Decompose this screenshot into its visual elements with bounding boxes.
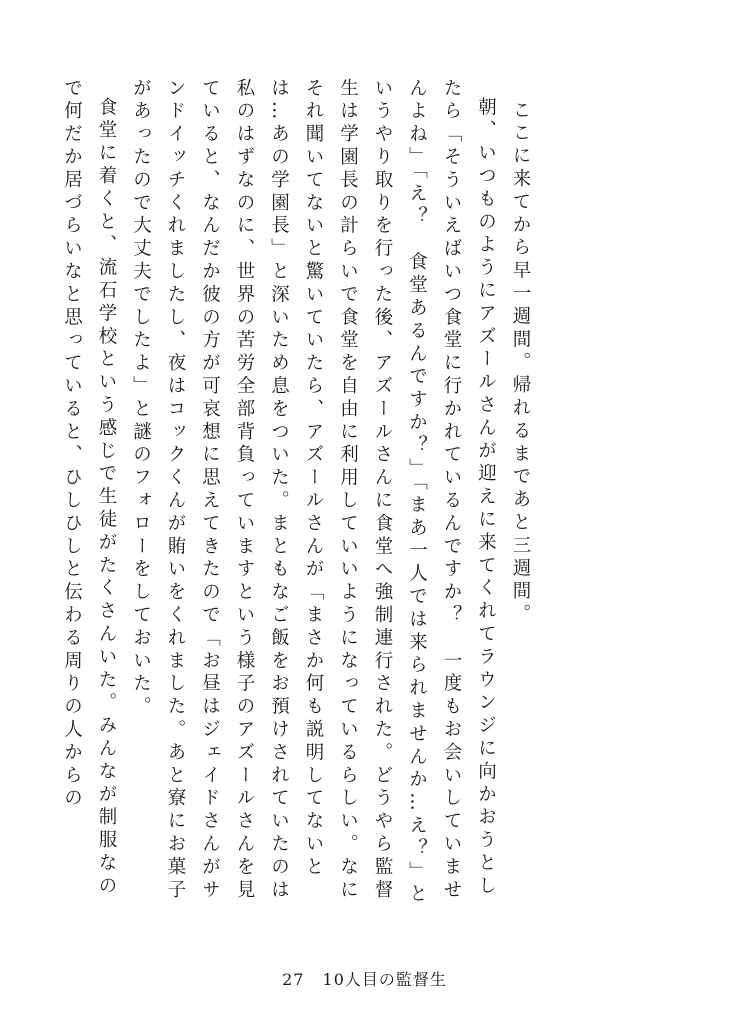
- page-footer: [0, 967, 729, 990]
- running-title: 10人目の監督生: [322, 970, 447, 989]
- body-text: [61, 78, 537, 908]
- paragraph-2: 朝、いつものようにアズールさんが迎えに来てくれてラウンジに向かおうとしたら「そういえばいつ食堂に行かれているんですか？ 一度もお会いしていませんよね」「え？ 食堂あるんですか？」「まあ一人では来られませんか…え？」というやり取りを行った後、アズールさんに食堂へ強制連行された。どうやら監督生は学園長の計らいで食堂を自由に利用していいようになっているらしい。なにそれ聞いてないと驚いていたら、アズールさんが「まさか何も説明してないとは…あの学園長」と深いため息をついた。まともなご飯をお預けされていたのは私のはずなのに、世界の苦労全部背負っていますという様子のアズールさんを見ていると、なんだか彼の方が可哀想に思えてきたので「お昼はジェイドさんがサンドイッチくれましたし、夜はコックくんが賄いをくれました。あと寮にお菓子があったので大丈夫でしたよ」と謎のフォローをしておいた。: [130, 78, 497, 907]
- page-number: 27: [282, 970, 305, 989]
- paragraph-1: ここに来てから早一週間。帰れるまであと三週間。: [510, 100, 531, 627]
- paragraph-3: 食堂に着くと、流石学校という感じで生徒がたくさんいた。みんなが制服なので何だか居づらいなと思っていると、ひしひしと伝わる周りの人からの: [61, 78, 117, 898]
